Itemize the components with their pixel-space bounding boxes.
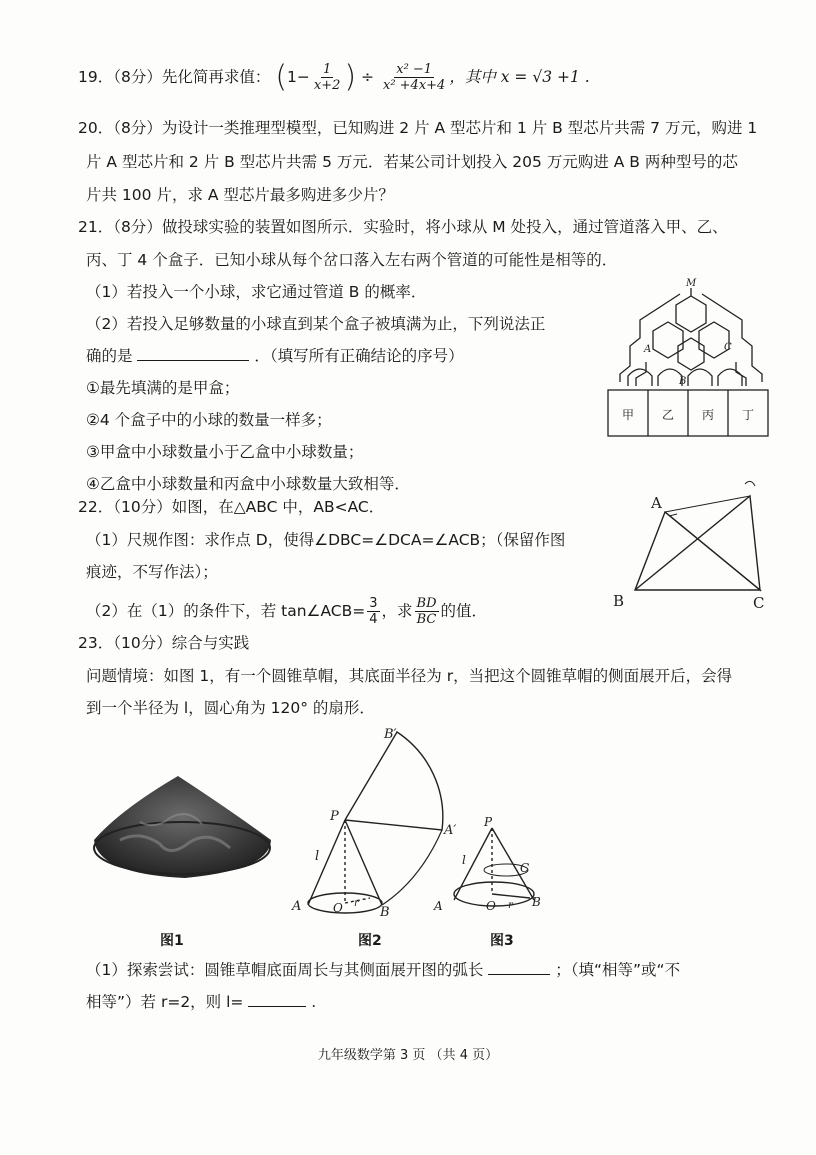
- box-bing: 丙: [702, 408, 715, 422]
- q23-context-1: 问题情境：如图 1，有一个圆锥草帽，其底面半径为 r，当把这个圆锥草帽的侧面展开后，会得: [86, 667, 733, 685]
- q23-line-1: [78, 633, 249, 653]
- vertex-b: B: [613, 592, 625, 610]
- q23-number: 23．: [78, 634, 114, 652]
- fig1-caption: 图1: [160, 933, 184, 949]
- sector: [345, 732, 443, 830]
- hat-photo: [90, 770, 275, 885]
- q21-text-1: 做投球实验的装置如图所示．实验时，将小球从 M 处投入，通过管道落入甲、乙、: [161, 218, 728, 236]
- q21-number: 21．: [78, 218, 114, 236]
- label-a: A: [292, 899, 302, 914]
- q20-text-1: 为设计一类推理型模型，已知购进 2 片 A 型芯片和 1 片 B 型芯片共需 7 万元，购进 1: [161, 119, 758, 137]
- q22-tan-fraction: $\frac{3}{4}$: [369, 596, 378, 627]
- triangle-abc: [635, 512, 760, 590]
- q22-part-2b: ，求: [381, 602, 413, 620]
- page-footer: 九年级数学第 3 页 （共 4 页）: [317, 1048, 499, 1063]
- box-jia: 甲: [622, 408, 635, 422]
- label-b-prime: B′: [384, 727, 397, 742]
- vertex-c: C: [753, 594, 765, 612]
- q23-part-1d: .: [311, 993, 317, 1011]
- label-p: P: [330, 809, 339, 824]
- q23-blank-1[interactable]: [488, 960, 550, 975]
- q21-part-2b-text: 确的是: [86, 347, 133, 365]
- q23-part-1b: ；（填“相等”或“不: [555, 961, 681, 979]
- q23-part-1: [86, 960, 680, 980]
- q21-score: （8分）: [113, 218, 162, 236]
- q23-part-1c: 相等”）若 r=2，则 l=: [86, 993, 244, 1011]
- q22-triangle-figure: [605, 472, 780, 617]
- label-b: B: [380, 905, 390, 920]
- fig-label-b: B: [679, 376, 687, 387]
- q21-option-2: ②4 个盒子中的小球的数量一样多；: [86, 411, 332, 429]
- q21-line-2: 丙、丁 4 个盒子．已知小球从每个岔口落入左右两个管道的可能性是相等的．: [86, 251, 618, 269]
- fig-label-a: A: [644, 344, 652, 355]
- fig2-caption: 图2: [358, 933, 382, 949]
- fig3-caption: 图3: [490, 933, 514, 949]
- fig3-label-o: O: [486, 899, 496, 913]
- q20-number: 20．: [78, 119, 114, 137]
- fig3-label-p: P: [484, 815, 493, 829]
- q23-score: （10分）: [113, 634, 172, 652]
- q20-line-1: [78, 118, 757, 138]
- q22-text-1: 如图，在△ABC 中，AB<AC．: [171, 498, 385, 516]
- label-o: O: [333, 901, 343, 915]
- q21-part-2c-text: ．（填写所有正确结论的序号）: [254, 347, 464, 365]
- q21-answer-blank[interactable]: [137, 346, 249, 361]
- q19-score: （8分）: [113, 68, 162, 86]
- q20-line-2: 片 A 型芯片和 2 片 B 型芯片共需 5 万元．若某公司计划投入 205 万元购进 A B 两种型号的芯: [86, 153, 738, 171]
- q23-context-2: 到一个半径为 l，圆心角为 120° 的扇形．: [86, 699, 375, 717]
- q21-part-1: （1）若投入一个小球，求它通过管道 B 的概率．: [86, 283, 427, 301]
- q22-ratio-fraction: $\frac{BD}{BC}$: [416, 596, 437, 627]
- q21-option-1: ①最先填满的是甲盒；: [86, 379, 240, 397]
- right-paren: ): [344, 59, 357, 95]
- q20-score: （8分）: [113, 119, 162, 137]
- left-paren: (: [275, 59, 288, 95]
- hex-b: [678, 338, 704, 370]
- q21-option-3: ③甲盒中小球数量小于乙盒中小球数量；: [86, 443, 364, 461]
- q22-part-1a: （1）尺规作图：求作点 D，使得∠DBC=∠DCA=∠ACB；（保留作图: [86, 531, 566, 549]
- fig-label-c: C: [724, 342, 732, 353]
- label-r: r: [354, 898, 359, 909]
- q22-part-2a: （2）在（1）的条件下，若 tan∠ACB=: [86, 602, 366, 620]
- hex-top: [676, 296, 706, 332]
- fig-label-m: M: [686, 278, 697, 289]
- q21-part-2a: （2）若投入足够数量的小球直到某个盒子被填满为止，下列说法正: [86, 315, 546, 333]
- q19-fraction-2: $\frac{\text{x² −1}}{\text{x² +4x+4}}$: [382, 62, 446, 93]
- q22-part-2: [86, 596, 487, 627]
- q19-line: [78, 59, 590, 95]
- q19-fraction-1: $\frac{1}{x+2}$: [313, 62, 341, 93]
- q21-option-4: ④乙盒中小球数量和丙盒中小球数量大致相等．: [86, 475, 410, 493]
- q19-one: 1−: [287, 68, 310, 86]
- q22-score: （10分）: [113, 498, 172, 516]
- q23-part-1-cont: [86, 992, 316, 1012]
- label-l: l: [315, 849, 320, 864]
- q19-text: 先化简再求值：: [161, 68, 271, 86]
- fig3-label-r: r: [508, 900, 513, 911]
- box-ding: 丁: [742, 408, 755, 422]
- q23-part-1a: （1）探索尝试：圆锥草帽底面周长与其侧面展开图的弧长: [86, 961, 484, 979]
- vertex-a: A: [651, 494, 662, 512]
- box-yi: 乙: [662, 408, 675, 422]
- q23-blank-2[interactable]: [248, 992, 306, 1007]
- q20-line-3: 片共 100 片，求 A 型芯片最多购进多少片？: [86, 186, 394, 204]
- q22-line-1: [78, 497, 384, 517]
- fig3-label-l: l: [462, 853, 466, 867]
- q21-galton-figure: [600, 274, 775, 444]
- q19-divide: ÷: [361, 68, 375, 86]
- q22-number: 22．: [78, 498, 114, 516]
- q22-part-1b: 痕迹，不写作法）；: [86, 563, 218, 581]
- fig3-label-a: A: [434, 899, 443, 913]
- q21-part-2b: [86, 346, 464, 366]
- q23-title: 综合与实践: [171, 634, 250, 652]
- q22-part-2c: 的值．: [440, 602, 488, 620]
- label-a-prime: A′: [444, 823, 457, 838]
- q19-number: 19．: [78, 68, 114, 86]
- fig3-cone: [430, 812, 550, 917]
- fig3-label-b: B: [532, 895, 541, 909]
- q21-line-1: [78, 217, 728, 237]
- q19-where: ，其中 x = √3 +1 .: [449, 68, 590, 86]
- fig3-label-c: C: [520, 861, 530, 875]
